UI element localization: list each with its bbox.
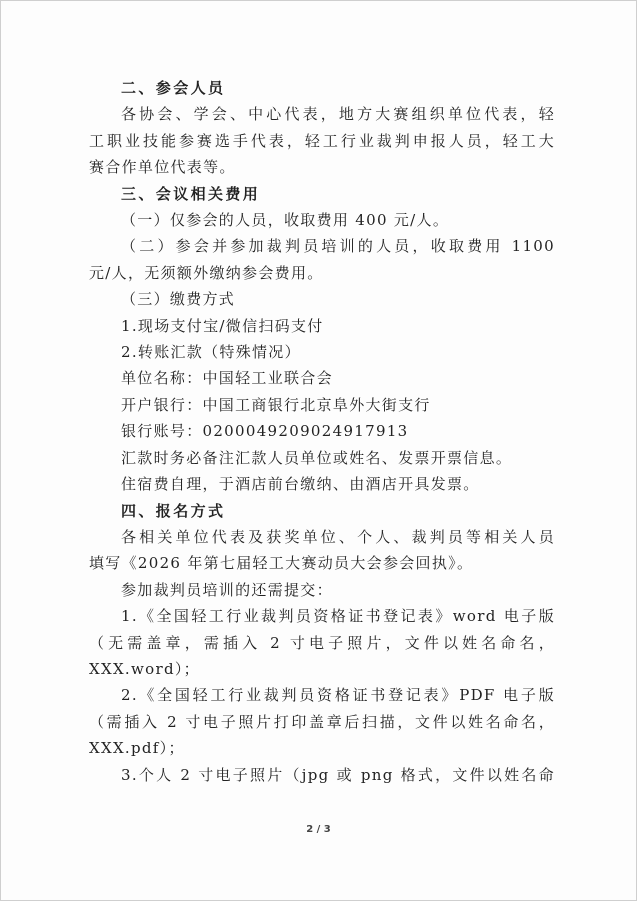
text-line: （需插入 2 寸电子照片打印盖章后扫描，文件以姓名命名，: [89, 712, 555, 731]
text-line: （一）仅参会的人员，收取费用 400 元/人。: [121, 211, 450, 230]
text-line: 1.《全国轻工行业裁判员资格证书登记表》word 电子版: [121, 607, 555, 626]
text-line: 元/人，无须额外缴纳参会费用。: [89, 263, 324, 282]
text-line: （二）参会并参加裁判员培训的人员，收取费用 1100: [121, 237, 555, 256]
section-heading: 二、参会人员: [121, 79, 226, 97]
text-line: 赛合作单位代表等。: [89, 158, 236, 177]
section-heading: 三、会议相关费用: [121, 184, 261, 203]
text-line: 2.转账汇款（特殊情况）: [121, 343, 301, 362]
text-line: 各协会、学会、中心代表，地方大赛组织单位代表，轻: [121, 105, 555, 124]
text-line: 参加裁判员培训的还需提交：: [121, 580, 333, 599]
text-line: 1.现场支付宝/微信扫码支付: [121, 316, 324, 335]
section-heading: 四、报名方式: [121, 501, 226, 520]
text-line: 工职业技能参赛选手代表，轻工行业裁判申报人员，轻工大: [89, 131, 555, 150]
text-line: 开户银行：中国工商银行北京阜外大街支行: [121, 395, 431, 414]
text-line: 3.个人 2 寸电子照片（jpg 或 png 格式，文件以姓名命: [121, 765, 555, 784]
text-line: 汇款时务必备注汇款人员单位或姓名、发票开票信息。: [121, 448, 513, 467]
page-number: 2 / 3: [306, 824, 331, 835]
text-line: （无需盖章，需插入 2 寸电子照片，文件以姓名命名，: [89, 633, 555, 652]
text-line: 单位名称：中国轻工业联合会: [121, 369, 333, 388]
text-line: 2.《全国轻工行业裁判员资格证书登记表》PDF 电子版: [121, 686, 555, 705]
document-body: [89, 75, 555, 788]
text-line: 住宿费自理，于酒店前台缴纳、由酒店开具发票。: [121, 475, 480, 494]
text-line: （三）缴费方式: [121, 290, 236, 309]
text-line: XXX.word）；: [89, 659, 200, 678]
text-line: 银行账号：0200049209024917913: [121, 422, 409, 441]
text-line: 填写《2026 年第七届轻工大赛动员大会参会回执》。: [89, 554, 474, 573]
text-line: XXX.pdf）；: [89, 739, 185, 758]
text-line: 各相关单位代表及获奖单位、个人、裁判员等相关人员: [121, 527, 555, 546]
